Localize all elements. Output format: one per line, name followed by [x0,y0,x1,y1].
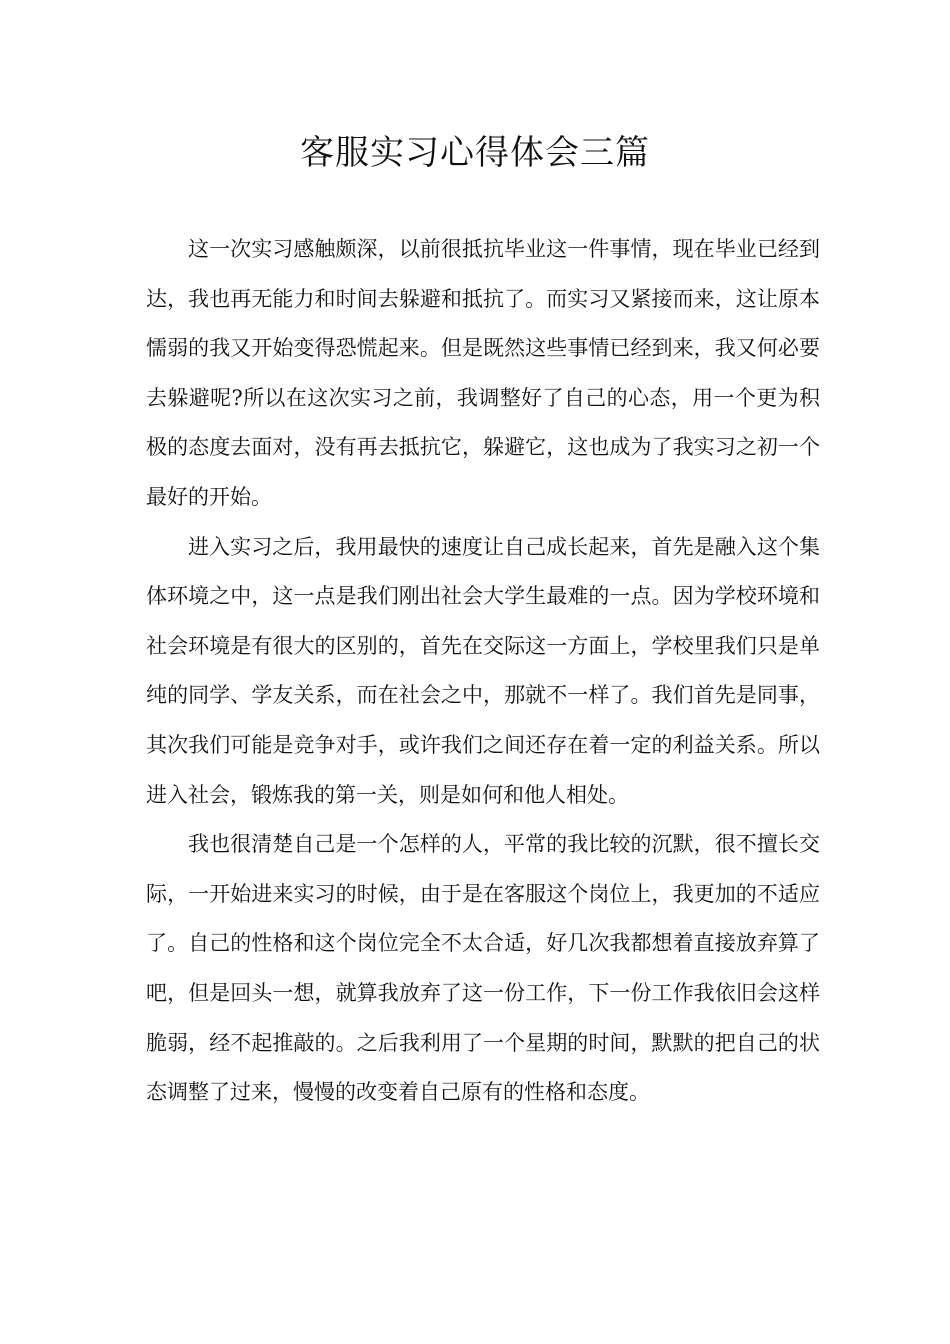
paragraph: 这一次实习感触颇深，以前很抵抗毕业这一件事情，现在毕业已经到达，我也再无能力和时间去躲避和抵抗了。而实习又紧接而来，这让原本懦弱的我又开始变得恐慌起来。但是既然这些事情已经到来，我又何必要去躲避呢?所以在这次实习之前，我调整好了自己的心态，用一个更为积极的态度去面对，没有再去抵抗它，躲避它，这也成为了我实习之初一个最好的开始。 [146,237,820,509]
paragraph: 进入实习之后，我用最快的速度让自己成长起来，首先是融入这个集体环境之中，这一点是我们刚出社会大学生最难的一点。因为学校环境和社会环境是有很大的区别的，首先在交际这一方面上，学校里我们只是单纯的同学、学友关系，而在社会之中，那就不一样了。我们首先是同事，其次我们可能是竞争对手，或许我们之间还存在着一定的利益关系。所以进入社会，锻炼我的第一关，则是如何和他人相处。 [146,534,820,807]
document-title: 客服实习心得体会三篇 [300,133,650,173]
paragraph: 我也很清楚自己是一个怎样的人，平常的我比较的沉默，很不擅长交际，一开始进来实习的时候，由于是在客服这个岗位上，我更加的不适应了。自己的性格和这个岗位完全不太合适，好几次我都想着直接放弃算了吧，但是回头一想，就算我放弃了这一份工作，下一份工作我依旧会这样脆弱，经不起推敲的。之后我利用了一个星期的时间，默默的把自己的状态调整了过来，慢慢的改变着自己原有的性格和态度。 [146,832,820,1105]
document-body [146,225,820,1118]
